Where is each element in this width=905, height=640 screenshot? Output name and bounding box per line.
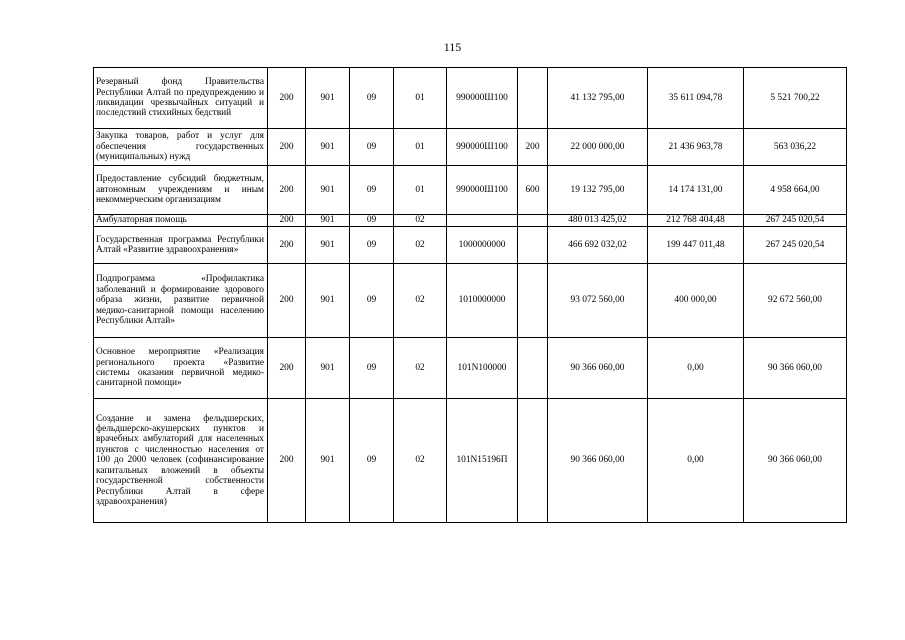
row-executed-amount-cell: 212 768 404,48 bbox=[648, 215, 744, 227]
row-remaining-amount-cell: 563 036,22 bbox=[744, 129, 847, 166]
page-number: 115 bbox=[443, 40, 462, 54]
row-executed-amount-cell: 21 436 963,78 bbox=[648, 129, 744, 166]
row-expense-type-cell: 600 bbox=[518, 166, 548, 215]
row-subsection-cell: 01 bbox=[394, 166, 447, 215]
table-row bbox=[94, 129, 847, 166]
row-name-cell: Основное мероприятие «Реализация регионального проекта «Развитие системы оказания первичной медико-санитарной помощи» bbox=[94, 338, 268, 399]
table-row bbox=[94, 338, 847, 399]
row-remaining-amount-cell: 92 672 560,00 bbox=[744, 264, 847, 338]
row-ministry-code-cell: 901 bbox=[306, 338, 350, 399]
row-executed-amount-cell: 0,00 bbox=[648, 399, 744, 523]
row-ministry-code-cell: 901 bbox=[306, 227, 350, 264]
row-expense-type-cell: 200 bbox=[518, 129, 548, 166]
row-section-cell: 09 bbox=[350, 166, 394, 215]
row-expense-type-cell bbox=[518, 227, 548, 264]
row-approved-amount-cell: 22 000 000,00 bbox=[548, 129, 648, 166]
row-section-cell: 09 bbox=[350, 227, 394, 264]
row-executed-amount-cell: 199 447 011,48 bbox=[648, 227, 744, 264]
row-target-article-cell bbox=[447, 215, 518, 227]
table-row bbox=[94, 399, 847, 523]
row-section-cell: 09 bbox=[350, 129, 394, 166]
table-row bbox=[94, 166, 847, 215]
row-subsection-cell: 02 bbox=[394, 227, 447, 264]
row-remaining-amount-cell: 5 521 700,22 bbox=[744, 68, 847, 129]
row-admin-code-cell: 200 bbox=[268, 68, 306, 129]
row-name-cell: Создание и замена фельдшерских, фельдшерско-акушерских пунктов и врачебных амбулаторий для населенных пунктов с численностью населения от 100 до 2000 человек (софинансирование капитальных вложений в объекты государственной собственности Республики Алтай в сфере здравоохранения) bbox=[94, 399, 268, 523]
row-ministry-code-cell: 901 bbox=[306, 166, 350, 215]
row-subsection-cell: 02 bbox=[394, 215, 447, 227]
row-admin-code-cell: 200 bbox=[268, 264, 306, 338]
budget-table bbox=[93, 67, 847, 523]
row-section-cell: 09 bbox=[350, 215, 394, 227]
row-ministry-code-cell: 901 bbox=[306, 68, 350, 129]
row-name-cell: Амбулаторная помощь bbox=[94, 215, 268, 227]
row-target-article-cell: 101N100000 bbox=[447, 338, 518, 399]
row-remaining-amount-cell: 90 366 060,00 bbox=[744, 338, 847, 399]
row-admin-code-cell: 200 bbox=[268, 227, 306, 264]
row-admin-code-cell: 200 bbox=[268, 215, 306, 227]
row-approved-amount-cell: 90 366 060,00 bbox=[548, 399, 648, 523]
row-section-cell: 09 bbox=[350, 68, 394, 129]
row-ministry-code-cell: 901 bbox=[306, 215, 350, 227]
row-ministry-code-cell: 901 bbox=[306, 399, 350, 523]
row-executed-amount-cell: 0,00 bbox=[648, 338, 744, 399]
row-approved-amount-cell: 90 366 060,00 bbox=[548, 338, 648, 399]
row-name-cell: Закупка товаров, работ и услуг для обеспечения государственных (муниципальных) нужд bbox=[94, 129, 268, 166]
row-remaining-amount-cell: 90 366 060,00 bbox=[744, 399, 847, 523]
row-executed-amount-cell: 14 174 131,00 bbox=[648, 166, 744, 215]
row-remaining-amount-cell: 267 245 020,54 bbox=[744, 227, 847, 264]
row-subsection-cell: 02 bbox=[394, 399, 447, 523]
row-approved-amount-cell: 19 132 795,00 bbox=[548, 166, 648, 215]
table-row bbox=[94, 68, 847, 129]
row-target-article-cell: 990000Ш100 bbox=[447, 129, 518, 166]
table-body bbox=[94, 68, 847, 523]
row-target-article-cell: 990000Ш100 bbox=[447, 68, 518, 129]
table-row bbox=[94, 227, 847, 264]
row-approved-amount-cell: 93 072 560,00 bbox=[548, 264, 648, 338]
row-expense-type-cell bbox=[518, 399, 548, 523]
row-admin-code-cell: 200 bbox=[268, 129, 306, 166]
row-name-cell: Предоставление субсидий бюджетным, автономным учреждениям и иным некоммерческим организациям bbox=[94, 166, 268, 215]
row-subsection-cell: 02 bbox=[394, 264, 447, 338]
row-target-article-cell: 101N15196П bbox=[447, 399, 518, 523]
row-executed-amount-cell: 400 000,00 bbox=[648, 264, 744, 338]
row-target-article-cell: 990000Ш100 bbox=[447, 166, 518, 215]
row-expense-type-cell bbox=[518, 215, 548, 227]
row-executed-amount-cell: 35 611 094,78 bbox=[648, 68, 744, 129]
row-subsection-cell: 01 bbox=[394, 129, 447, 166]
row-subsection-cell: 02 bbox=[394, 338, 447, 399]
row-target-article-cell: 1000000000 bbox=[447, 227, 518, 264]
row-approved-amount-cell: 466 692 032,02 bbox=[548, 227, 648, 264]
table-row bbox=[94, 264, 847, 338]
row-name-cell: Резервный фонд Правительства Республики Алтай по предупреждению и ликвидации чрезвычайных ситуаций и последствий стихийных бедствий bbox=[94, 68, 268, 129]
row-section-cell: 09 bbox=[350, 264, 394, 338]
row-name-cell: Государственная программа Республики Алтай «Развитие здравоохранения» bbox=[94, 227, 268, 264]
row-admin-code-cell: 200 bbox=[268, 399, 306, 523]
row-section-cell: 09 bbox=[350, 399, 394, 523]
row-expense-type-cell bbox=[518, 68, 548, 129]
row-subsection-cell: 01 bbox=[394, 68, 447, 129]
row-ministry-code-cell: 901 bbox=[306, 129, 350, 166]
row-admin-code-cell: 200 bbox=[268, 166, 306, 215]
row-section-cell: 09 bbox=[350, 338, 394, 399]
row-expense-type-cell bbox=[518, 338, 548, 399]
row-target-article-cell: 1010000000 bbox=[447, 264, 518, 338]
row-remaining-amount-cell: 4 958 664,00 bbox=[744, 166, 847, 215]
row-approved-amount-cell: 41 132 795,00 bbox=[548, 68, 648, 129]
table-row bbox=[94, 215, 847, 227]
row-ministry-code-cell: 901 bbox=[306, 264, 350, 338]
row-expense-type-cell bbox=[518, 264, 548, 338]
row-remaining-amount-cell: 267 245 020,54 bbox=[744, 215, 847, 227]
row-approved-amount-cell: 480 013 425,02 bbox=[548, 215, 648, 227]
row-admin-code-cell: 200 bbox=[268, 338, 306, 399]
row-name-cell: Подпрограмма «Профилактика заболеваний и формирование здорового образа жизни, развитие первичной медико-санитарной помощи населению Республики Алтай» bbox=[94, 264, 268, 338]
